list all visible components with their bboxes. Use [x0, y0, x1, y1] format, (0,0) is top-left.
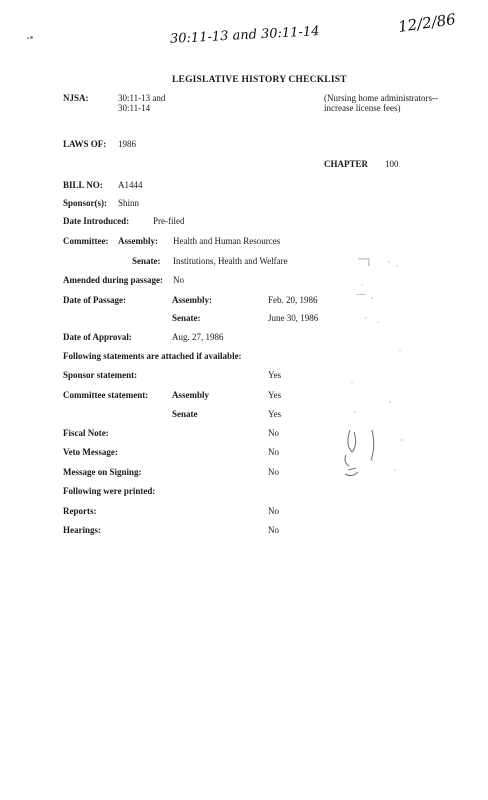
- committee-statement-senate-value: Yes: [268, 409, 282, 419]
- amended-label: Amended during passage:: [63, 275, 164, 285]
- committee-statement-label: Committee statement:: [63, 390, 149, 400]
- committee-statement-assembly-value: Yes: [268, 390, 282, 400]
- date-of-passage-label: Date of Passage:: [63, 295, 126, 305]
- passage-senate-label: Senate:: [172, 313, 201, 323]
- committee-label: Committee:: [63, 236, 109, 246]
- fiscal-note-label: Fiscal Note:: [63, 428, 109, 438]
- hearings-value: No: [268, 525, 279, 535]
- chapter-label: CHAPTER: [324, 159, 369, 169]
- handwritten-statutes: 30:11-13 and 30:11-14: [169, 24, 320, 47]
- date-of-approval-value: Aug. 27, 1986: [172, 332, 224, 342]
- message-on-signing-value: No: [268, 467, 279, 477]
- committee-senate-label: Senate:: [132, 256, 161, 266]
- date-introduced-label: Date Introduced:: [63, 216, 130, 226]
- committee-assembly-value: Health and Human Resources: [173, 236, 281, 246]
- passage-senate-value: June 30, 1986: [268, 313, 319, 323]
- sponsor-statement-value: Yes: [268, 370, 282, 380]
- committee-assembly-label: Assembly:: [118, 236, 158, 246]
- date-of-approval-label: Date of Approval:: [63, 332, 132, 342]
- page-title: LEGISLATIVE HISTORY CHECKLIST: [172, 75, 347, 85]
- chapter-value: 100: [385, 159, 399, 169]
- committee-statement-senate-label: Senate: [172, 409, 198, 419]
- scan-speck: [30, 36, 33, 39]
- reports-label: Reports:: [63, 506, 97, 516]
- scan-speck: [27, 37, 29, 39]
- committee-senate-value: Institutions, Health and Welfare: [173, 256, 288, 266]
- sponsor-statement-label: Sponsor statement:: [63, 370, 138, 380]
- hearings-label: Hearings:: [63, 525, 101, 535]
- date-introduced-value: Pre-filed: [153, 216, 185, 226]
- amended-value: No: [173, 275, 184, 285]
- njsa-value-line1: 30:11-13 and: [118, 93, 166, 103]
- laws-of-value: 1986: [118, 139, 136, 149]
- sponsors-label: Sponsor(s):: [63, 198, 108, 208]
- njsa-label: NJSA:: [63, 93, 89, 103]
- following-attached-heading: Following statements are attached if available:: [63, 351, 242, 361]
- laws-of-label: LAWS OF:: [63, 139, 107, 149]
- message-on-signing-label: Message on Signing:: [63, 467, 142, 477]
- passage-assembly-label: Assembly:: [172, 295, 212, 305]
- following-printed-heading: Following were printed:: [63, 486, 156, 496]
- committee-statement-assembly-label: Assembly: [172, 390, 210, 400]
- sponsors-value: Shinn: [118, 198, 140, 208]
- njsa-description: (Nursing home administrators--increase license fees): [324, 93, 438, 113]
- handwritten-date: 12/2/86: [397, 10, 457, 36]
- veto-message-label: Veto Message:: [63, 447, 118, 457]
- fiscal-note-value: No: [268, 428, 279, 438]
- reports-value: No: [268, 506, 279, 516]
- njsa-value-line2: 30:11-14: [118, 103, 151, 113]
- bill-no-value: A1444: [118, 180, 143, 190]
- passage-assembly-value: Feb. 20, 1986: [268, 295, 318, 305]
- bill-no-label: BILL NO:: [63, 180, 103, 190]
- veto-message-value: No: [268, 447, 279, 457]
